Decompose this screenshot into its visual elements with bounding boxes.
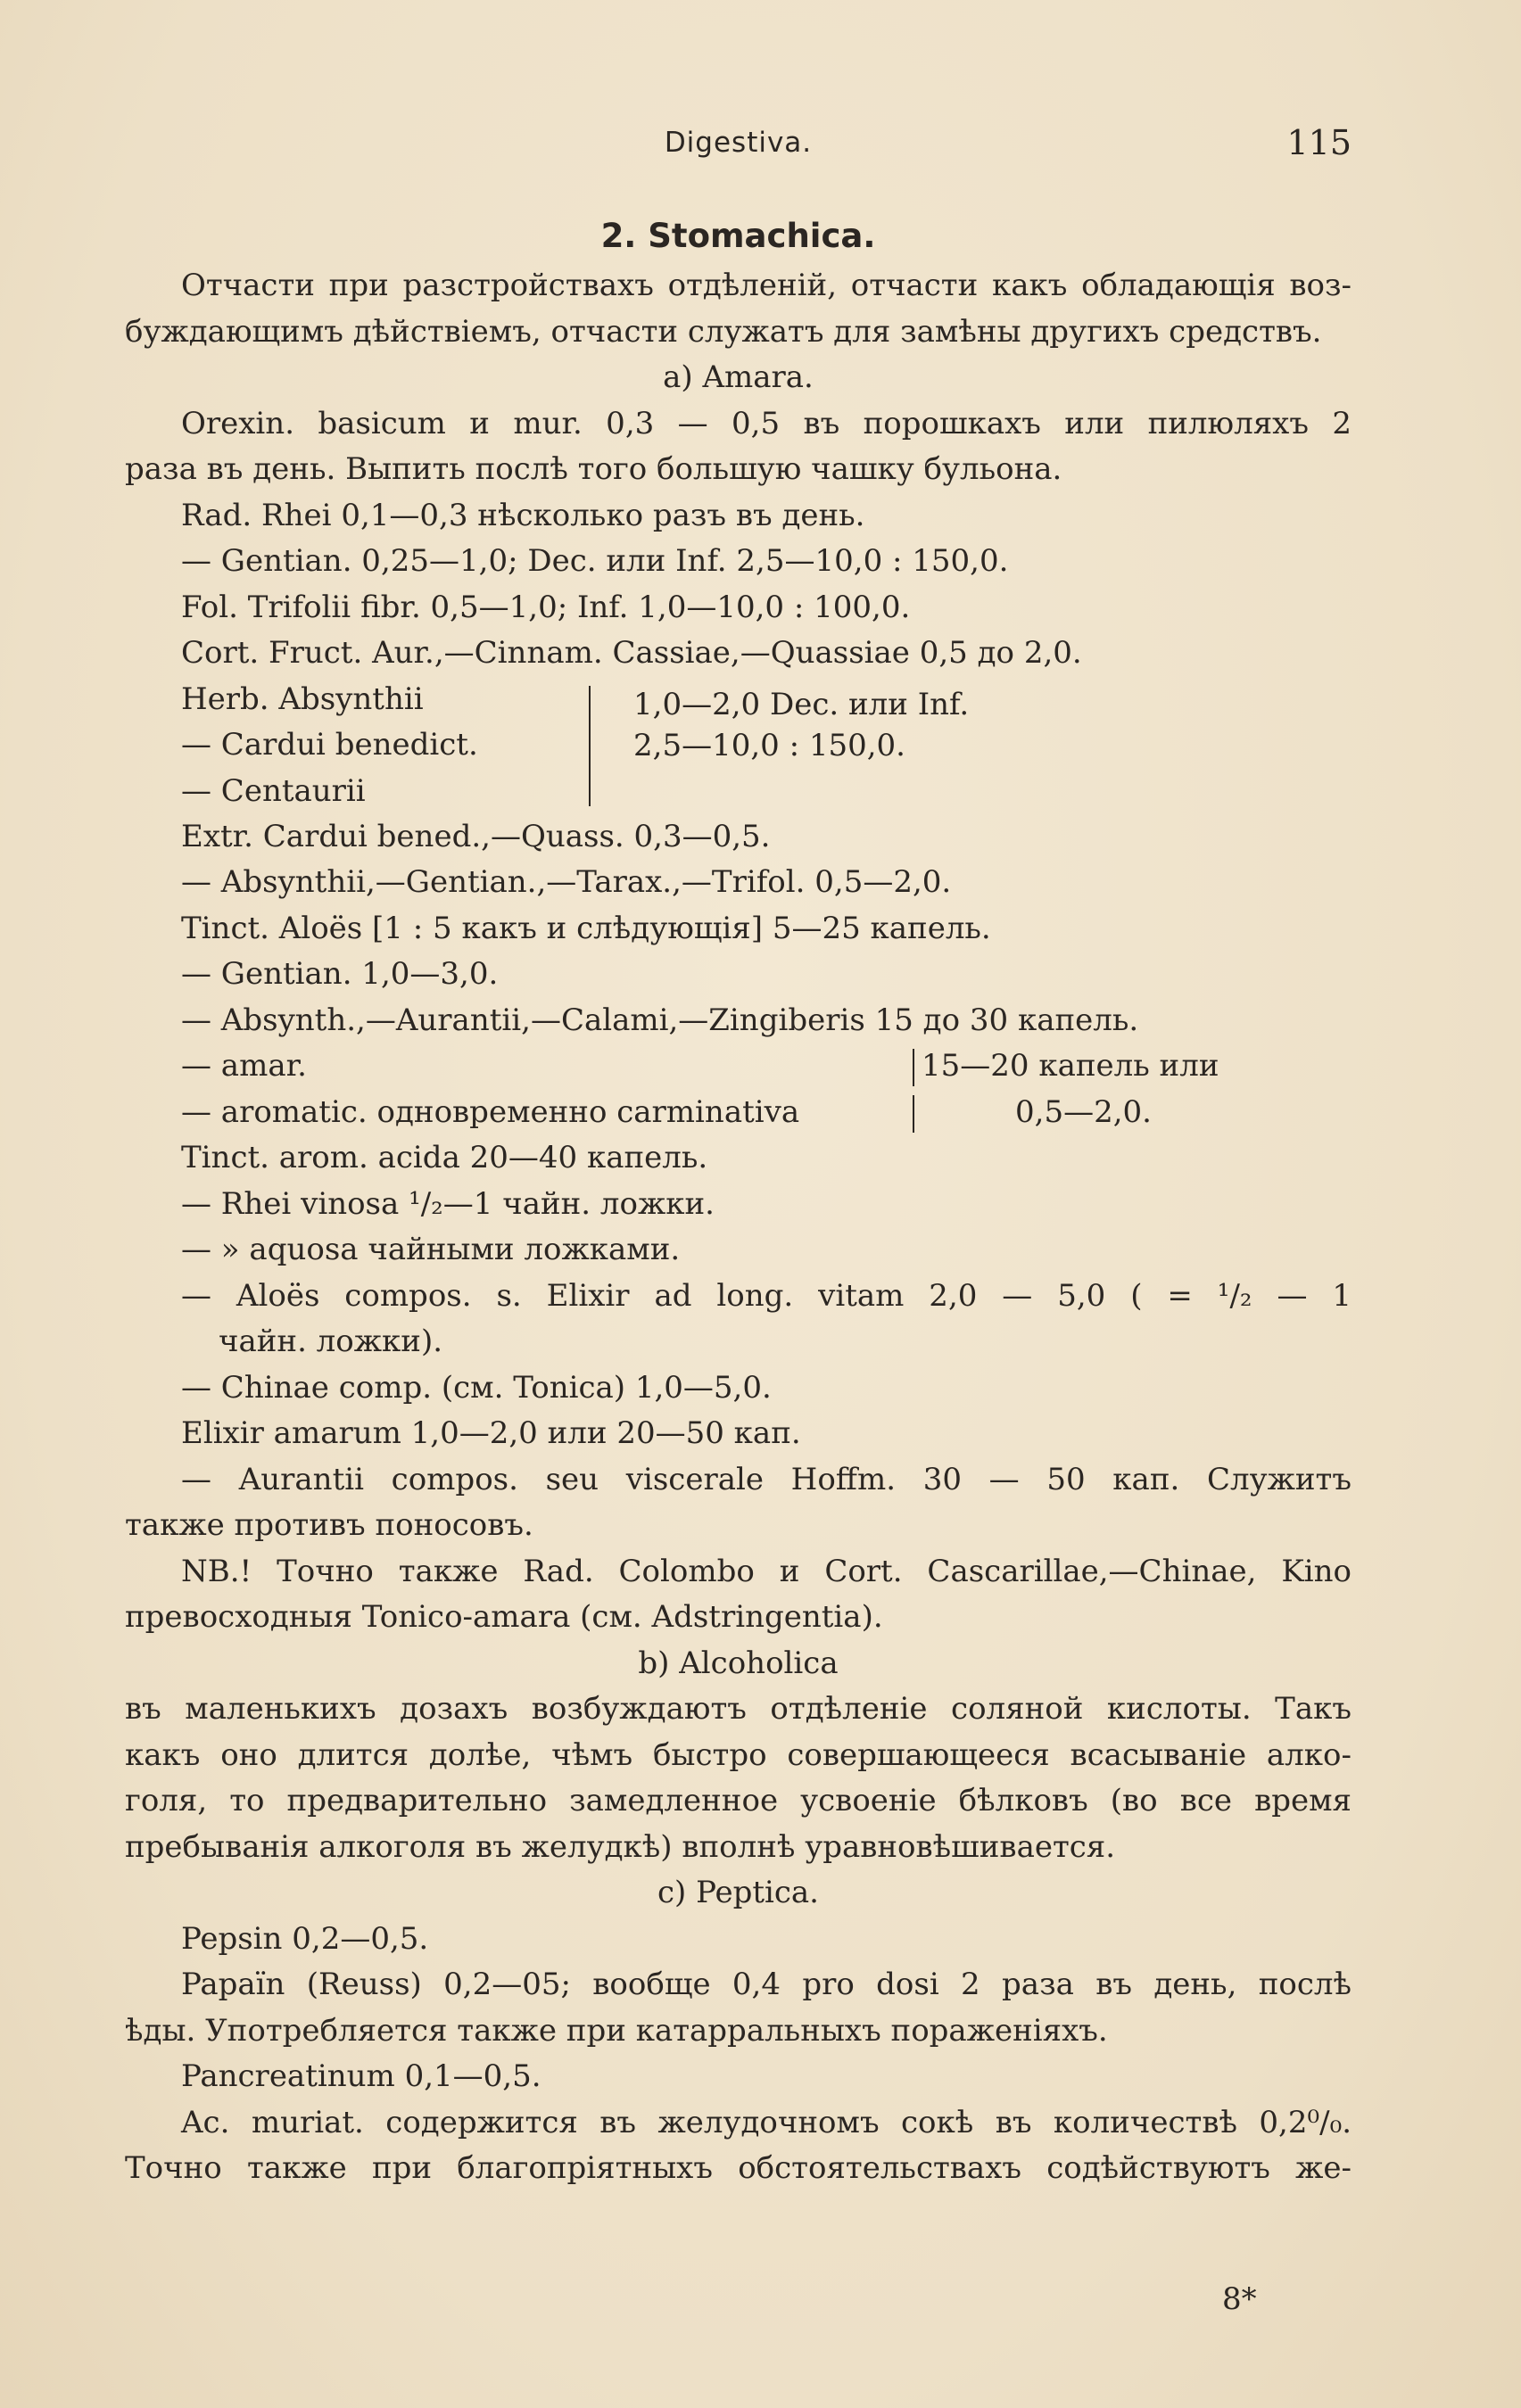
herb-dose [633, 684, 969, 766]
herb-item: — Cardui benedict. [181, 727, 478, 763]
subsection-heading-amara: a) Amara. [663, 359, 814, 395]
tinct2-line: чайн. ложки). [219, 1324, 443, 1359]
tinct2-line: превосходныя Tonico-amara (см. Adstringentia). [125, 1599, 883, 1635]
running-head: Digestiva. [664, 127, 813, 159]
tinct-line: — Gentian. 1,0—3,0. [181, 956, 499, 992]
amar-dose-line: 15—20 капель или [922, 1048, 1219, 1084]
intro-line: буждающимъ дѣйствіемъ, отчасти служатъ для замѣны другихъ средствъ. [125, 313, 1322, 350]
peptica-line: ѣды. Употребляется также при катарральныхъ пораженіяхъ. [125, 2012, 1108, 2049]
page-header [125, 123, 1352, 171]
alcoholica-line: пребыванія алкоголя въ желудкѣ) вполнѣ уравновѣшивается. [125, 1828, 1116, 1865]
tinct-line: — Absynth.,—Aurantii,—Calami,—Zingiberis 15 до 30 капель. [181, 1002, 1139, 1038]
tinct2-line: Elixir amarum 1,0—2,0 или 20—50 кап. [181, 1415, 801, 1451]
alcoholica-line: въ маленькихъ дозахъ возбуждаютъ отдѣленіе соляной кислоты. Такъ [125, 1691, 1352, 1727]
peptica-line: Pepsin 0,2—0,5. [181, 1920, 429, 1957]
curly-brace [589, 686, 603, 806]
herb-list [181, 677, 478, 815]
amar-dose [905, 1043, 1219, 1090]
brace-bar [913, 1095, 914, 1133]
peptica-line: Papaïn (Reuss) 0,2—05; вообще 0,4 pro dosi 2 раза въ день, послѣ [181, 1967, 1352, 2002]
alcoholica-line: какъ оно длится долѣе, чѣмъ быстро совершающееся всасываніе алко- [125, 1736, 1352, 1773]
amara-line: Rad. Rhei 0,1—0,3 нѣсколько разъ въ день. [181, 497, 865, 533]
aromatic-dose [905, 1090, 1152, 1136]
page-body [125, 210, 1352, 2192]
herb-brace-block [125, 677, 1352, 814]
aromatic-label: — aromatic. одновременно carminativa [181, 1093, 800, 1130]
tinct2-line: — Aurantii compos. seu viscerale Hoffm. 30 — 50 кап. Служитъ [181, 1461, 1352, 1497]
peptica-line: Ac. muriat. содержится въ желудочномъ сокѣ въ количествѣ 0,2⁰/₀. [181, 2104, 1352, 2140]
amara-line: раза въ день. Выпить послѣ того большую чашку бульона. [125, 451, 1062, 487]
aromatic-row [125, 1090, 1352, 1136]
tinct2-line: — » aquosa чайными ложками. [181, 1232, 681, 1267]
aromatic-dose-line: 0,5—2,0. [1015, 1093, 1152, 1130]
tinct2-line: — Aloës compos. s. Elixir ad long. vitam 2,0 — 5,0 ( = ¹/₂ — 1 [181, 1277, 1352, 1314]
alcoholica-line: голя, то предварительно замедленное усвоеніе бѣлковъ (во все время [125, 1783, 1352, 1818]
herb-dose-line: 2,5—10,0 : 150,0. [633, 727, 905, 763]
extr-line: Extr. Cardui bened.,—Quass. 0,3—0,5. [181, 818, 771, 854]
subsection-heading-alcoholica: b) Alcoholica [638, 1645, 839, 1681]
amara-line: — Gentian. 0,25—1,0; Dec. или Inf. 2,5—10,0 : 150,0. [181, 543, 1009, 579]
amara-line: Cort. Fruct. Aur.,—Cinnam. Cassiae,—Quassiae 0,5 до 2,0. [181, 635, 1082, 671]
amar-row [125, 1043, 1352, 1090]
section-title: 2. Stomachica. [600, 217, 876, 255]
amara-line: Orexin. basicum и mur. 0,3 — 0,5 въ порошкахъ или пилюляхъ 2 [181, 405, 1352, 441]
signature-mark: 8* [1222, 2281, 1257, 2317]
tinct2-line: Tinct. arom. acida 20—40 капель. [181, 1140, 708, 1175]
brace-bar [913, 1049, 914, 1086]
amara-line: Fol. Trifolii fibr. 0,5—1,0; Inf. 1,0—10,0 : 100,0. [181, 589, 911, 625]
subsection-heading-peptica: c) Peptica. [657, 1875, 819, 1910]
tinct2-line: также противъ поносовъ. [125, 1507, 533, 1543]
tinct2-line: — Chinae comp. (см. Tonica) 1,0—5,0. [181, 1369, 772, 1406]
extr-line: — Absynthii,—Gentian.,—Tarax.,—Trifol. 0,5—2,0. [181, 864, 952, 900]
herb-item: — Centaurii [181, 772, 366, 809]
peptica-line: Точно также при благопріятныхъ обстоятельствахъ содѣйствуютъ же- [125, 2150, 1352, 2186]
tinct2-line: — Rhei vinosa ¹/₂—1 чайн. ложки. [181, 1185, 715, 1222]
tinct-line: Tinct. Aloës [1 : 5 какъ и слѣдующія] 5—25 капель. [181, 910, 991, 946]
tinct2-line: NB.! Точно также Rad. Colombo и Cort. Cascarillae,—Chinae, Kino [181, 1553, 1352, 1589]
herb-item: Herb. Absynthii [181, 680, 424, 717]
amar-label: — amar. [181, 1048, 307, 1084]
page-number: 115 [1286, 123, 1352, 162]
peptica-line: Pancreatinum 0,1—0,5. [181, 2058, 541, 2094]
intro-line: Отчасти при разстройствахъ отдѣленій, отчасти какъ обладающія воз- [181, 268, 1352, 303]
herb-dose-line: 1,0—2,0 Dec. или Inf. [633, 686, 970, 722]
